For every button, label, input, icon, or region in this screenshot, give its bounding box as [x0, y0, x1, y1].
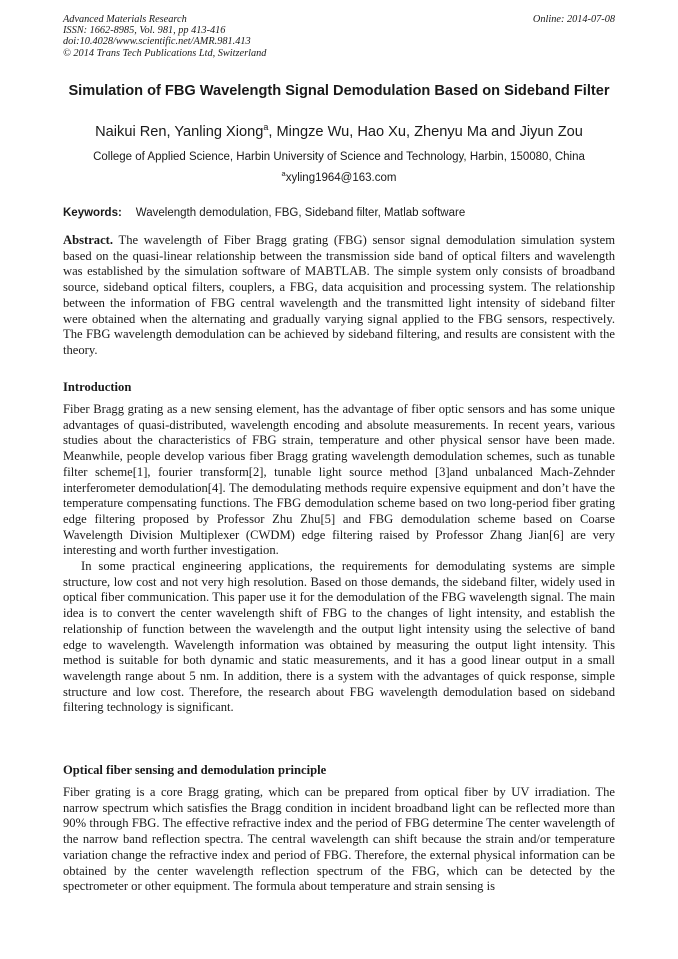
- section-heading-introduction: Introduction: [63, 380, 132, 394]
- doi-line: doi:10.4028/www.scientific.net/AMR.981.413: [63, 36, 251, 48]
- online-date: Online: 2014-07-08: [532, 14, 615, 25]
- keywords: [63, 206, 465, 220]
- section-heading-principle: Optical fiber sensing and demodulation principle: [63, 763, 327, 777]
- paragraph: Fiber grating is a core Bragg grating, which can be prepared from optical fiber by UV irradiation. The narrow spectrum which satisfies the Bragg condition in incident broadband light can be reflected more than 90% through FBG. The effective refractive index and the period of FBG determine The center wavelength of the narrow band reflection spectra. The central wavelength can shift because the strain and/or temperature variation change the refractive index and period of FBG. Therefore, the external physical information can be obtained by the center wavelength reflection spectrum of the FBG, which can be detected by the spectrometer or other equipment. The formula about temperature and strain sensing is: [63, 785, 615, 894]
- keywords-label: Keywords:: [63, 207, 122, 219]
- journal-header: [63, 14, 266, 59]
- email-address[interactable]: xyling1964@163.com: [285, 172, 397, 184]
- authors-rest: , Mingze Wu, Hao Xu, Zhenyu Ma and Jiyun Zou: [268, 124, 583, 140]
- principle-body: [63, 785, 615, 895]
- abstract-label: Abstract.: [63, 233, 114, 247]
- email-mark: a: [281, 169, 286, 178]
- affiliation: College of Applied Science, Harbin University of Science and Technology, Harbin, 150080, China: [93, 151, 585, 163]
- author-list: [40, 122, 638, 142]
- keywords-text: Wavelength demodulation, FBG, Sideband filter, Matlab software: [135, 207, 466, 219]
- journal-name: Advanced Materials Research: [63, 14, 187, 25]
- introduction-body: [63, 402, 615, 716]
- paper-title: Simulation of FBG Wavelength Signal Demodulation Based on Sideband Filter: [68, 83, 610, 99]
- paragraph: Fiber Bragg grating as a new sensing element, has the advantage of fiber optic sensors and has some unique advantages of quasi-distributed, wavelength encoding and absolute measurements. In recent years, various studies about the characteristics of FBG strain, temperature and other physical sensor have been made. Meanwhile, people develop various fiber Bragg grating wavelength demodulation schemes, such as tunable filter scheme[1], fourier transform[2], tunable light source method [3]and unbalanced Mach-Zehnder interferometer demodulation[4]. The demodulating methods require expensive equipment and don’t have the temperature compensating functions. The FBG demodulation scheme based on two long-period fiber grating edge filtering proposed by Professor Zhu Zhu[5] and FBG demodulation scheme based on Coarse Wavelength Division Multiplexer (CWDM) edge filtering raised by Professor Zhang Jian[6] are very interesting and worth further investigation.: [63, 402, 615, 558]
- authors-first: Naikui Ren, Yanling Xiong: [95, 124, 264, 140]
- copyright-line: © 2014 Trans Tech Publications Ltd, Switzerland: [63, 47, 267, 59]
- paragraph: In some practical engineering applications, the requirements for demodulating systems are simple structure, low cost and not very high resolution. Based on those demands, the sideband filter, widely used in optical fiber communication. This paper use it for the demodulation of the FBG wavelength signal. The main idea is to convert the center wavelength shift of FBG to the changes of light intensity, and establish the relationship of function between the wavelength and the output light intensity using the selective of band edge to wavelength. Wavelength information was obtained by measuring the output light intensity. This method is suitable for both dynamic and static measurements, and it has a good linear output in a small wavelength range about 5 nm. In addition, there is a system with the advantages of quick response, simple structure and low cost. Therefore, the research about FBG wavelength demodulation based on sideband filtering technology is significant.: [63, 559, 615, 715]
- author-affil-mark: a: [263, 122, 269, 132]
- issn-line: ISSN: 1662-8985, Vol. 981, pp 413-416: [63, 25, 226, 37]
- abstract-text: The wavelength of Fiber Bragg grating (FBG) sensor signal demodulation simulation system based on the quasi-linear relationship between the transmission side band of optical filters and wavelength was established by the simulation software of MABTLAB. The simple system only consists of broadband source, sideband optical filters, couplers, a FBG, data acquisition and processing system. The relationship between the information of FBG central wavelength and the transmitted light intensity of sideband filter were obtained when the alternating and gradually varying signal applied to the FBG sensors, respectively. The FBG wavelength demodulation can be achieved by sideband filtering, and results are consistent with the theory.: [63, 233, 616, 357]
- abstract: [63, 233, 615, 359]
- email-line: [40, 170, 638, 186]
